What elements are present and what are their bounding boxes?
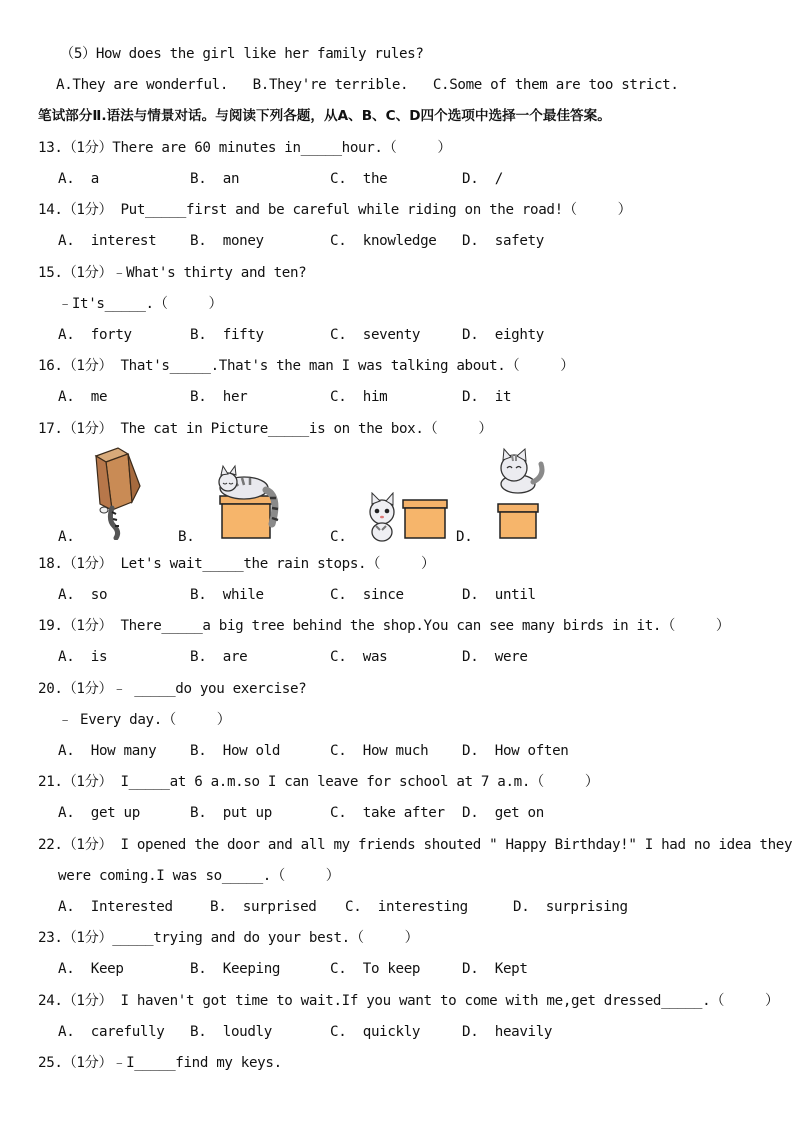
q19-option-a[interactable]: A. is bbox=[58, 649, 108, 665]
q20-option-a[interactable]: A. How many bbox=[58, 743, 157, 759]
q22-option-d[interactable]: D. surprising bbox=[513, 899, 628, 915]
q19-stem: 19.（1分） There_____a big tree behind the shop.You can see many birds in it.（ ） bbox=[38, 618, 730, 634]
q5-stem: （5）How does the girl like her family rules? bbox=[60, 46, 424, 62]
q24-option-d[interactable]: D. heavily bbox=[462, 1024, 553, 1040]
q23-option-b[interactable]: B. Keeping bbox=[190, 961, 281, 977]
q24-option-c[interactable]: C. quickly bbox=[330, 1024, 421, 1040]
q14-option-d[interactable]: D. safety bbox=[462, 233, 544, 249]
picture-c-cat-beside-box[interactable] bbox=[360, 492, 452, 542]
q13-option-d[interactable]: D. / bbox=[462, 171, 503, 187]
q16-option-a[interactable]: A. me bbox=[58, 389, 108, 405]
q17-option-b[interactable]: B. bbox=[178, 529, 195, 545]
q20-stem-2: ﹣ Every day.（ ） bbox=[58, 712, 231, 728]
q22-option-b[interactable]: B. surprised bbox=[210, 899, 317, 915]
q14-stem: 14.（1分） Put_____first and be careful while riding on the road!（ ） bbox=[38, 202, 632, 218]
picture-d-cat-above-box[interactable] bbox=[488, 446, 548, 542]
q24-option-a[interactable]: A. carefully bbox=[58, 1024, 165, 1040]
q17-stem: 17.（1分） The cat in Picture_____is on the box.（ ） bbox=[38, 421, 493, 437]
q13-stem: 13.（1分）There are 60 minutes in_____hour.（ ） bbox=[38, 140, 452, 156]
q22-stem: 22.（1分） I opened the door and all my friends shouted " Happy Birthday!" I had no idea they bbox=[38, 837, 793, 853]
q5-options: A.They are wonderful. B.They're terrible. C.Some of them are too strict. bbox=[56, 77, 679, 93]
q15-stem-2: ﹣It's_____.（ ） bbox=[58, 296, 223, 312]
q15-option-b[interactable]: B. fifty bbox=[190, 327, 264, 343]
q22-option-a[interactable]: A. Interested bbox=[58, 899, 173, 915]
q20-stem: 20.（1分）﹣ _____do you exercise? bbox=[38, 681, 307, 697]
q23-option-d[interactable]: D. Kept bbox=[462, 961, 528, 977]
q23-option-a[interactable]: A. Keep bbox=[58, 961, 124, 977]
q16-option-b[interactable]: B. her bbox=[190, 389, 248, 405]
q14-option-a[interactable]: A. interest bbox=[58, 233, 157, 249]
q13-option-b[interactable]: B. an bbox=[190, 171, 240, 187]
q24-option-b[interactable]: B. loudly bbox=[190, 1024, 272, 1040]
section-title: 笔试部分Ⅱ.语法与情景对话。与阅读下列各题，从A、B、C、D四个选项中选择一个最佳答案。 bbox=[38, 108, 611, 124]
q21-option-c[interactable]: C. take after bbox=[330, 805, 445, 821]
q17-option-d[interactable]: D. bbox=[456, 529, 473, 545]
q15-stem: 15.（1分）﹣What's thirty and ten? bbox=[38, 265, 307, 281]
q21-stem: 21.（1分） I_____at 6 a.m.so I can leave for school at 7 a.m.（ ） bbox=[38, 774, 599, 790]
q19-option-c[interactable]: C. was bbox=[330, 649, 388, 665]
q22-stem-2: were coming.I was so_____.（ ） bbox=[58, 868, 340, 884]
q25-stem: 25.（1分）﹣I_____find my keys. bbox=[38, 1055, 282, 1071]
q21-option-a[interactable]: A. get up bbox=[58, 805, 140, 821]
q18-option-a[interactable]: A. so bbox=[58, 587, 108, 603]
q24-stem: 24.（1分） I haven't got time to wait.If you want to come with me,get dressed_____.（ ） bbox=[38, 993, 779, 1009]
q13-option-c[interactable]: C. the bbox=[330, 171, 388, 187]
q23-option-c[interactable]: C. To keep bbox=[330, 961, 421, 977]
q18-option-d[interactable]: D. until bbox=[462, 587, 536, 603]
q18-option-c[interactable]: C. since bbox=[330, 587, 404, 603]
q19-option-d[interactable]: D. were bbox=[462, 649, 528, 665]
q20-option-d[interactable]: D. How often bbox=[462, 743, 569, 759]
picture-b-cat-on-box[interactable] bbox=[210, 456, 286, 542]
q23-stem: 23.（1分）_____trying and do your best.（ ） bbox=[38, 930, 419, 946]
q16-stem: 16.（1分） That's_____.That's the man I was talking about.（ ） bbox=[38, 358, 575, 374]
q21-option-d[interactable]: D. get on bbox=[462, 805, 544, 821]
q16-option-d[interactable]: D. it bbox=[462, 389, 512, 405]
q18-stem: 18.（1分） Let's wait_____the rain stops.（ ） bbox=[38, 556, 435, 572]
q15-option-c[interactable]: C. seventy bbox=[330, 327, 421, 343]
q20-option-c[interactable]: C. How much bbox=[330, 743, 429, 759]
q15-option-a[interactable]: A. forty bbox=[58, 327, 132, 343]
q14-option-c[interactable]: C. knowledge bbox=[330, 233, 437, 249]
q22-option-c[interactable]: C. interesting bbox=[345, 899, 468, 915]
q17-option-c[interactable]: C. bbox=[330, 529, 347, 545]
q20-option-b[interactable]: B. How old bbox=[190, 743, 281, 759]
q15-option-d[interactable]: D. eighty bbox=[462, 327, 544, 343]
q21-option-b[interactable]: B. put up bbox=[190, 805, 272, 821]
q16-option-c[interactable]: C. him bbox=[330, 389, 388, 405]
q14-option-b[interactable]: B. money bbox=[190, 233, 264, 249]
q17-option-a[interactable]: A. bbox=[58, 529, 75, 545]
q13-option-a[interactable]: A. a bbox=[58, 171, 99, 187]
q18-option-b[interactable]: B. while bbox=[190, 587, 264, 603]
q19-option-b[interactable]: B. are bbox=[190, 649, 248, 665]
picture-a-cat-in-bag[interactable] bbox=[88, 446, 150, 540]
